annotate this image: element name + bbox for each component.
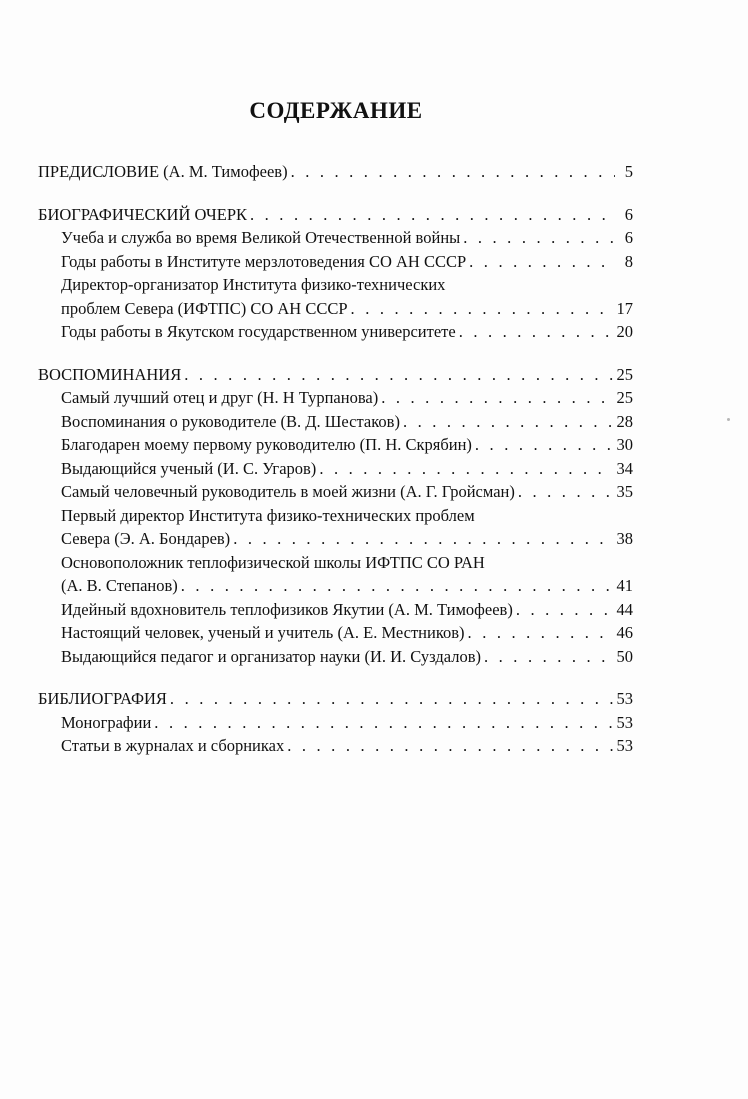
toc-subentry <box>38 598 633 622</box>
toc-page-number: 25 <box>616 364 633 384</box>
toc-entry-title: ВОСПОМИНАНИЯ <box>38 364 182 384</box>
toc-section <box>38 687 633 758</box>
toc-entry-title: БИБЛИОГРАФИЯ <box>38 689 167 708</box>
dot-leader <box>287 734 612 758</box>
toc-subentry <box>38 527 633 551</box>
toc-entry-title: Идейный вдохновитель теплофизиков Якутии (А. М. Тимофеев) <box>61 599 513 619</box>
toc-entry-title: (А. В. Степанов) <box>61 576 178 595</box>
toc-page-number: 25 <box>616 388 633 407</box>
toc-page-number: 34 <box>616 458 633 478</box>
toc-subentry <box>38 250 633 274</box>
toc-entry-title: Статьи в журналах и сборниках <box>61 736 285 755</box>
dot-leader <box>463 226 615 250</box>
toc-entry-title: Учеба и служба во время Великой Отечественной войны <box>61 228 461 247</box>
toc-entry-title: Настоящий человек, ученый и учитель (А. Е. Местников) <box>61 623 465 642</box>
toc-page-number: 41 <box>616 576 633 595</box>
toc-section <box>38 203 633 344</box>
dot-leader <box>181 574 613 598</box>
toc-subentry <box>38 711 633 735</box>
toc-page-number: 53 <box>616 712 633 732</box>
toc-page-number: 53 <box>616 689 633 708</box>
toc-page-number: 53 <box>616 736 633 755</box>
dot-leader <box>351 297 613 321</box>
toc-section-heading <box>38 203 633 227</box>
toc-page-number: 8 <box>624 251 633 271</box>
toc-page-number: 46 <box>616 623 633 642</box>
dot-leader <box>233 527 612 551</box>
dot-leader <box>469 250 615 274</box>
toc-subentry <box>38 457 633 481</box>
toc-entry-first-line: Основоположник теплофизической школы ИФТПС СО РАН <box>61 552 485 572</box>
toc-page-number: 17 <box>616 298 633 318</box>
dot-leader <box>170 687 613 711</box>
dot-leader <box>184 363 612 387</box>
toc-subentry <box>38 574 633 598</box>
toc-page-number: 50 <box>616 646 633 666</box>
toc-entry-first-line: Первый директор Института физико-технических проблем <box>61 505 475 525</box>
dot-leader <box>518 480 613 504</box>
toc-section <box>38 363 633 669</box>
toc-subentry <box>38 433 633 457</box>
toc-subentry <box>38 320 633 344</box>
toc-entry-first-line: Директор-организатор Института физико-технических <box>61 275 446 294</box>
dot-leader <box>459 320 613 344</box>
toc-page-number: 6 <box>624 204 633 224</box>
dot-leader <box>381 386 612 410</box>
dot-leader <box>403 410 613 434</box>
dot-leader <box>291 160 615 184</box>
toc-entry-title: ПРЕДИСЛОВИЕ (А. М. Тимофеев) <box>38 162 288 181</box>
toc-section <box>38 160 633 184</box>
toc-subentry <box>38 621 633 645</box>
toc-entry-title: Выдающийся ученый (И. С. Угаров) <box>61 458 317 478</box>
dot-leader <box>484 645 613 669</box>
toc-entry-title: БИОГРАФИЧЕСКИЙ ОЧЕРК <box>38 204 247 224</box>
page-title: СОДЕРЖАНИЕ <box>249 98 423 123</box>
toc-entry-title: Самый лучший отец и друг (Н. Н Турпанова) <box>61 388 379 407</box>
toc-page-number: 5 <box>624 162 633 181</box>
dot-leader <box>475 433 613 457</box>
toc-entry-title: Монографии <box>61 712 152 732</box>
toc-section-heading <box>38 363 633 387</box>
toc-page-number: 30 <box>616 435 633 454</box>
dot-leader <box>319 457 612 481</box>
toc-page-number: 20 <box>616 322 633 341</box>
toc-subentry <box>38 480 633 504</box>
toc-entry-title: Воспоминания о руководителе (В. Д. Шестаков) <box>61 411 400 431</box>
toc-entry-title: Годы работы в Институте мерзлотоведения СО АН СССР <box>61 251 467 271</box>
scan-speck <box>727 418 730 421</box>
table-of-contents <box>38 160 633 777</box>
dot-leader <box>250 203 615 227</box>
toc-entry-title: Выдающийся педагог и организатор науки (И. И. Суздалов) <box>61 646 481 666</box>
toc-page-number: 35 <box>616 482 633 501</box>
toc-page-number: 28 <box>616 411 633 431</box>
toc-subentry <box>38 410 633 434</box>
dot-leader <box>516 598 613 622</box>
toc-entry-title: проблем Севера (ИФТПС) СО АН СССР <box>61 298 348 318</box>
toc-entry-title: Благодарен моему первому руководителю (П. Н. Скрябин) <box>61 435 472 454</box>
toc-page-number: 6 <box>624 228 633 247</box>
toc-section-heading <box>38 160 633 184</box>
toc-entry-title: Севера (Э. А. Бондарев) <box>61 529 231 548</box>
toc-entry-title: Самый человечный руководитель в моей жизни (А. Г. Гройсман) <box>61 482 515 501</box>
dot-leader <box>154 711 612 735</box>
toc-page-number: 38 <box>616 529 633 548</box>
toc-subentry <box>38 386 633 410</box>
toc-subentry <box>38 226 633 250</box>
toc-subentry <box>38 297 633 321</box>
toc-page-number: 44 <box>616 599 633 619</box>
dot-leader <box>468 621 613 645</box>
toc-section-heading <box>38 687 633 711</box>
toc-entry-title: Годы работы в Якутском государственном университете <box>61 322 456 341</box>
toc-subentry <box>38 645 633 669</box>
toc-subentry <box>38 734 633 758</box>
